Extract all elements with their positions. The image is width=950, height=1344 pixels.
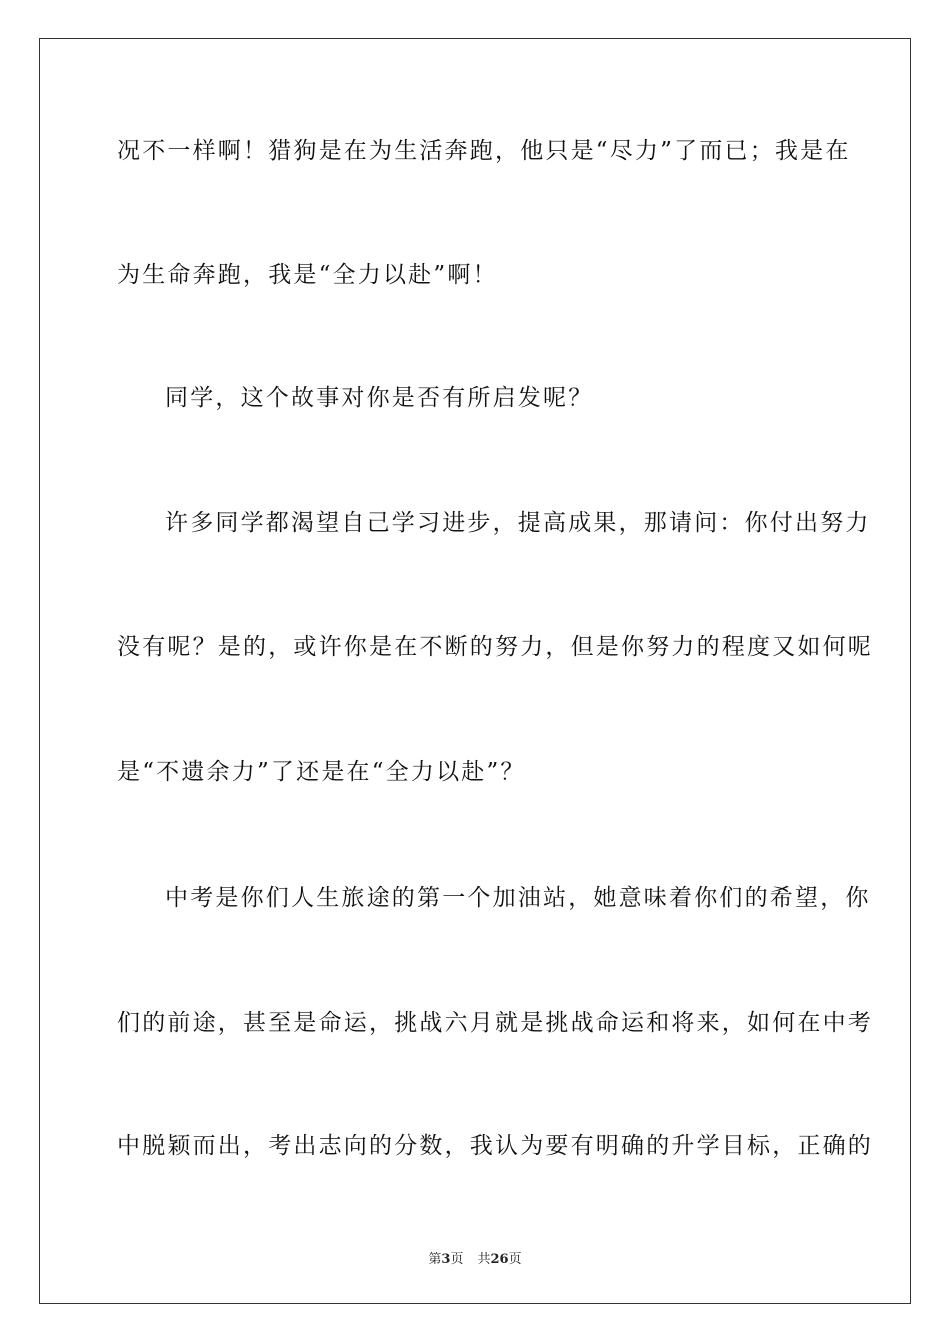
page-footer [0,1248,950,1267]
footer-page-number: 3 [441,1252,451,1267]
text-line-2: 为生命奔跑，我是“全力以赴”啊！ [117,262,498,288]
text-line-9: 中脱颖而出，考出志向的分数，我认为要有明确的升学目标，正确的 [117,1133,873,1159]
text-line-8: 们的前途，甚至是命运，挑战六月就是挑战命运和将来，如何在中考 [117,1010,873,1036]
text-line-1: 况不一样啊！猎狗是在为生活奔跑，他只是“尽力”了而已；我是在 [117,138,851,164]
text-line-5: 没有呢？是的，或许你是在不断的努力，但是你努力的程度又如何呢 [117,634,873,660]
footer-total-suffix: 页 [508,1252,522,1267]
footer-page-prefix: 第 [428,1252,442,1267]
page-border [39,38,911,1304]
text-line-6: 是“不遗余力”了还是在“全力以赴”？ [117,759,526,785]
text-line-4: 许多同学都渴望自己学习进步，提高成果，那请问：你付出努力 [165,510,871,536]
text-line-3: 同学，这个故事对你是否有所启发呢？ [165,385,594,411]
footer-total-prefix: 共 [477,1252,491,1267]
footer-total-pages: 26 [490,1252,509,1267]
text-line-7: 中考是你们人生旅途的第一个加油站，她意味着你们的希望，你 [165,885,871,911]
footer-page-suffix: 页 [450,1252,464,1267]
